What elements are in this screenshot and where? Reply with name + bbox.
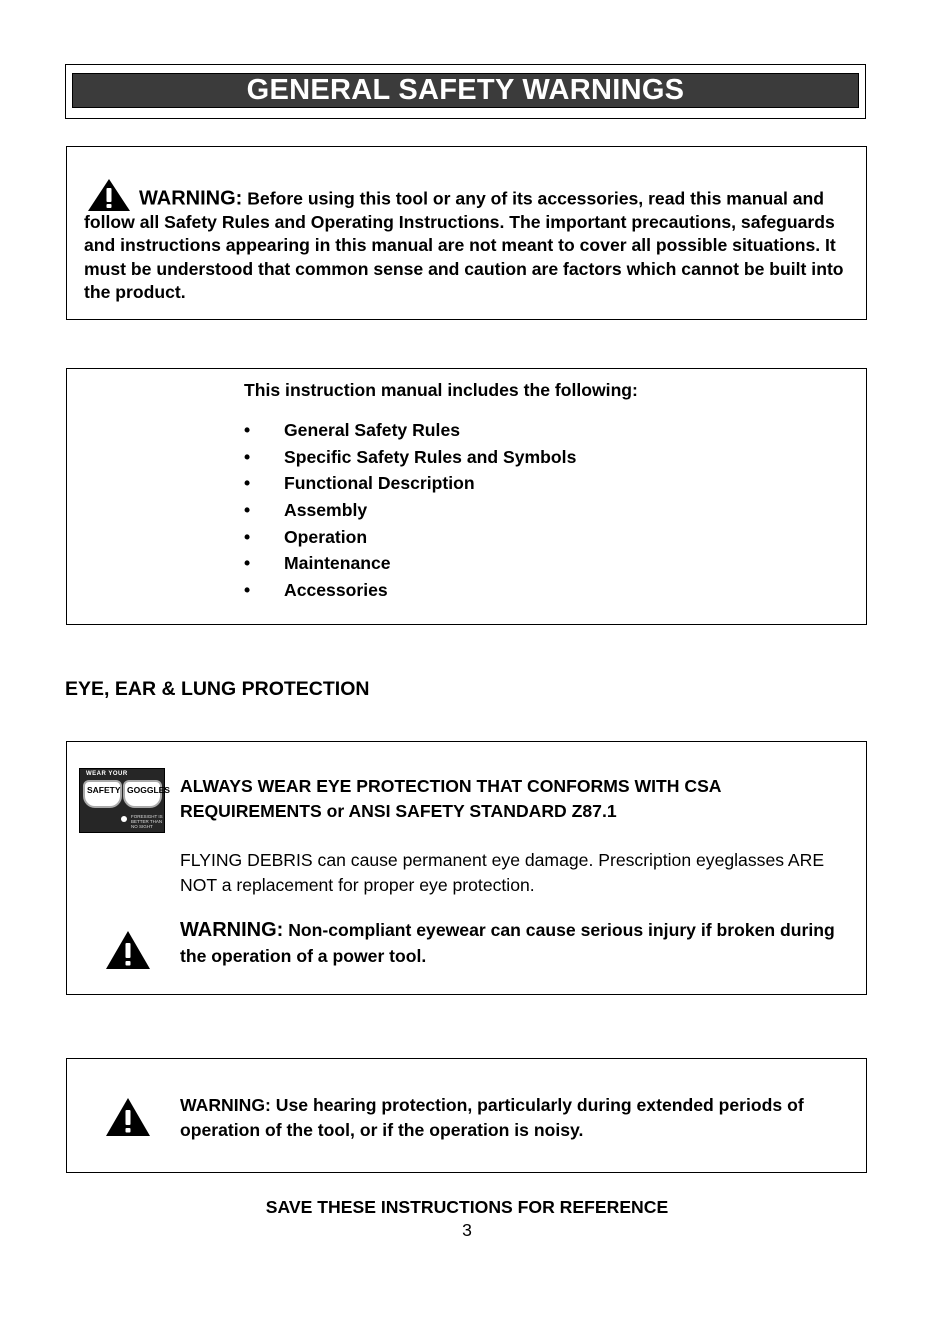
goggles-sign-small: FORESIGHT IS BETTER THAN NO SIGHT	[131, 814, 163, 829]
list-item	[244, 579, 576, 606]
bullet: •	[244, 526, 251, 547]
list-item-label: Maintenance	[284, 553, 391, 574]
goggles-sign-top: WEAR YOUR	[86, 771, 128, 777]
page-number: 3	[462, 1220, 472, 1240]
list-item-label: Functional Description	[284, 473, 475, 494]
bullet: •	[244, 446, 251, 467]
warning-triangle-icon	[105, 1097, 151, 1137]
list-item	[244, 472, 576, 499]
contents-box	[66, 368, 867, 625]
bullet: •	[244, 580, 251, 601]
list-item-label: Operation	[284, 526, 368, 547]
save-instructions-note: SAVE THESE INSTRUCTIONS FOR REFERENCE	[265, 1197, 669, 1217]
bullet: •	[244, 420, 251, 440]
goggles-dot	[121, 816, 127, 822]
list-item-label: General Safety Rules	[284, 420, 461, 440]
eye-note-text: FLYING DEBRIS can cause permanent eye damage. Prescription eyeglasses ARE NOT a replacement for proper eye protection.	[180, 850, 825, 895]
list-item	[244, 446, 576, 473]
general-warning-text: Before using this tool or any of its accessories, read this manual and follow all Safety Rules and Operating Instructions. The important precautions, safeguards and instructions appearing in this manual are not meant to cover all possible situations. It must be understood that common sense and caution are factors which cannot be built into the product.	[84, 188, 844, 302]
warning-triangle-icon	[87, 178, 131, 212]
list-item-label: Accessories	[284, 580, 388, 601]
eye-requirement-text: ALWAYS WEAR EYE PROTECTION THAT CONFORMS WITH CSA REQUIREMENTS or ANSI SAFETY STANDARD Z87.1	[180, 776, 721, 821]
goggles-sign-right: GOGGLES	[127, 785, 170, 795]
bullet: •	[244, 473, 251, 494]
list-item	[244, 419, 576, 446]
goggles-sign-left: SAFETY	[87, 785, 121, 795]
list-item-label: Assembly	[284, 500, 368, 521]
page-title: GENERAL SAFETY WARNINGS	[72, 73, 859, 108]
ear-warning-text: WARNING: Use hearing protection, particularly during extended periods of operation of the tool, or if the operation is noisy.	[180, 1095, 804, 1140]
list-item-label: Specific Safety Rules and Symbols	[284, 446, 577, 467]
bullet: •	[244, 500, 251, 521]
title-frame	[65, 64, 866, 119]
warning-label: WARNING:	[180, 919, 284, 941]
eye-warning	[180, 917, 850, 969]
ear-protection-box	[66, 1058, 867, 1173]
list-item	[244, 499, 576, 526]
eye-protection-box	[66, 741, 867, 995]
warning-label: WARNING:	[139, 187, 243, 210]
contents-list	[244, 419, 576, 606]
list-item	[244, 552, 576, 579]
general-warning-paragraph	[84, 178, 844, 304]
list-item	[244, 526, 576, 553]
general-warning-box	[66, 146, 867, 320]
contents-heading: This instruction manual includes the following:	[244, 380, 638, 400]
bullet: •	[244, 553, 251, 574]
warning-triangle-icon	[105, 930, 151, 970]
section-heading: EYE, EAR & LUNG PROTECTION	[65, 678, 370, 700]
safety-goggles-icon	[79, 768, 170, 833]
eye-warning-text: Non-compliant eyewear can cause serious injury if broken during the operation of a power tool.	[180, 920, 835, 966]
